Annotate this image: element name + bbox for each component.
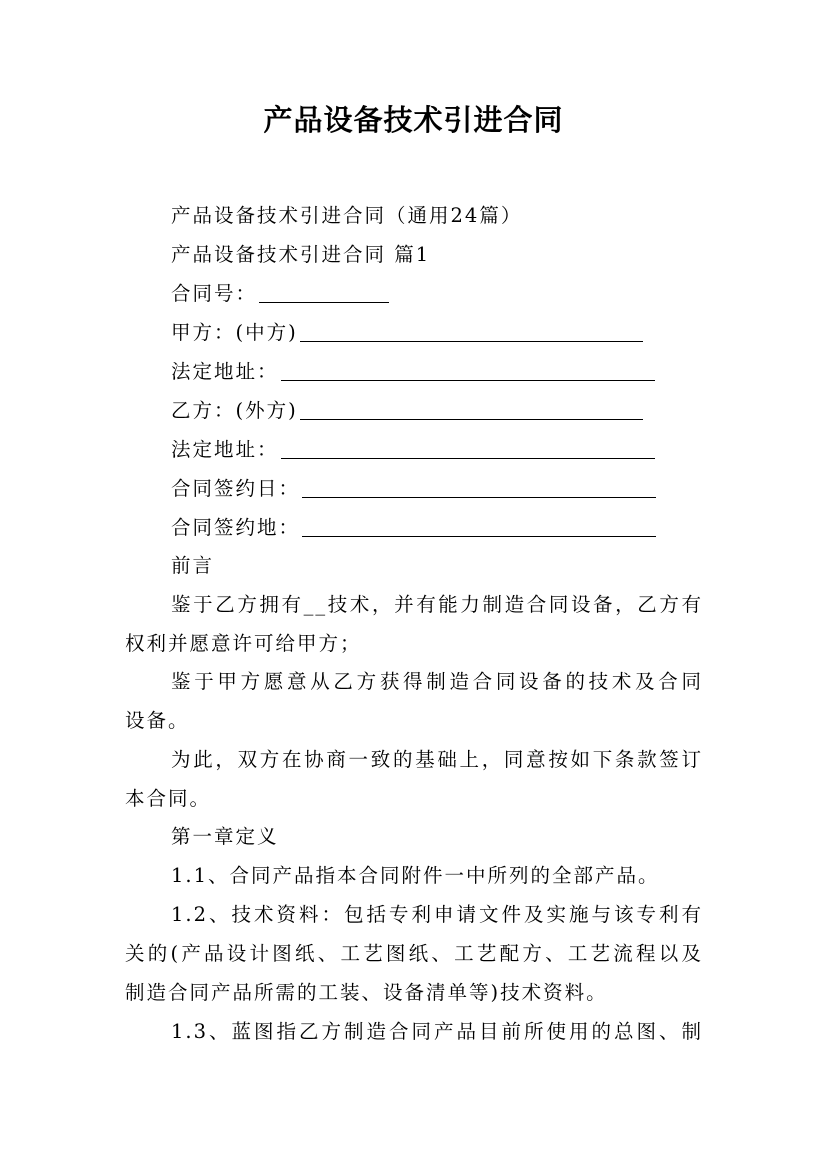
chapter-1-heading: 第一章定义 [171, 825, 279, 848]
clause-1-2-line-3: 制造合同产品所需的工装、设备清单等)技术资料。 [125, 981, 608, 1004]
paragraph-1-line-1: 鉴于乙方拥有__技术，并有能力制造合同设备，乙方有 [171, 593, 703, 616]
contract-number-blank [259, 283, 389, 303]
party-b-address-field [171, 434, 655, 462]
sign-date-label: 合同签约日： [171, 477, 301, 500]
document-subtitle: 产品设备技术引进合同（通用24篇） [171, 204, 523, 227]
party-a-address-field [171, 356, 655, 384]
clause-1-2-line-2: 关的(产品设计图纸、工艺图纸、工艺配方、工艺流程以及 [125, 942, 703, 965]
paragraph-1-line-2: 权利并愿意许可给甲方； [125, 632, 362, 655]
contract-number-field [171, 278, 389, 306]
sign-date-blank [302, 478, 656, 498]
preface-heading: 前言 [171, 554, 215, 577]
section-heading: 产品设备技术引进合同 篇1 [171, 243, 431, 266]
party-b-address-label: 法定地址： [171, 438, 279, 461]
document-title: 产品设备技术引进合同 [263, 103, 564, 137]
clause-1-1: 1.1、合同产品指本合同附件一中所列的全部产品。 [171, 864, 660, 887]
paragraph-2-line-1: 鉴于甲方愿意从乙方获得制造合同设备的技术及合同 [171, 670, 703, 693]
paragraph-2-line-2: 设备。 [125, 709, 190, 732]
paragraph-3-line-2: 本合同。 [125, 787, 212, 810]
paragraph-3-line-1: 为此，双方在协商一致的基础上，同意按如下条款签订 [171, 748, 703, 771]
party-a-field [171, 317, 643, 345]
party-b-blank [300, 400, 643, 420]
party-b-field [171, 395, 643, 423]
contract-number-label: 合同号： [171, 282, 258, 305]
party-b-address-blank [281, 439, 655, 459]
sign-date-field [171, 473, 656, 501]
clause-1-3-line-1: 1.3、蓝图指乙方制造合同产品目前所使用的总图、制 [171, 1020, 703, 1043]
sign-place-label: 合同签约地： [171, 516, 301, 539]
party-a-label: 甲方：(中方) [171, 321, 298, 344]
clause-1-2-line-1: 1.2、技术资料：包括专利申请文件及实施与该专利有 [171, 903, 703, 926]
party-a-address-label: 法定地址： [171, 360, 279, 383]
party-a-address-blank [281, 361, 655, 381]
sign-place-blank [302, 517, 656, 537]
party-a-blank [300, 322, 643, 342]
party-b-label: 乙方：(外方) [171, 399, 298, 422]
sign-place-field [171, 512, 656, 540]
